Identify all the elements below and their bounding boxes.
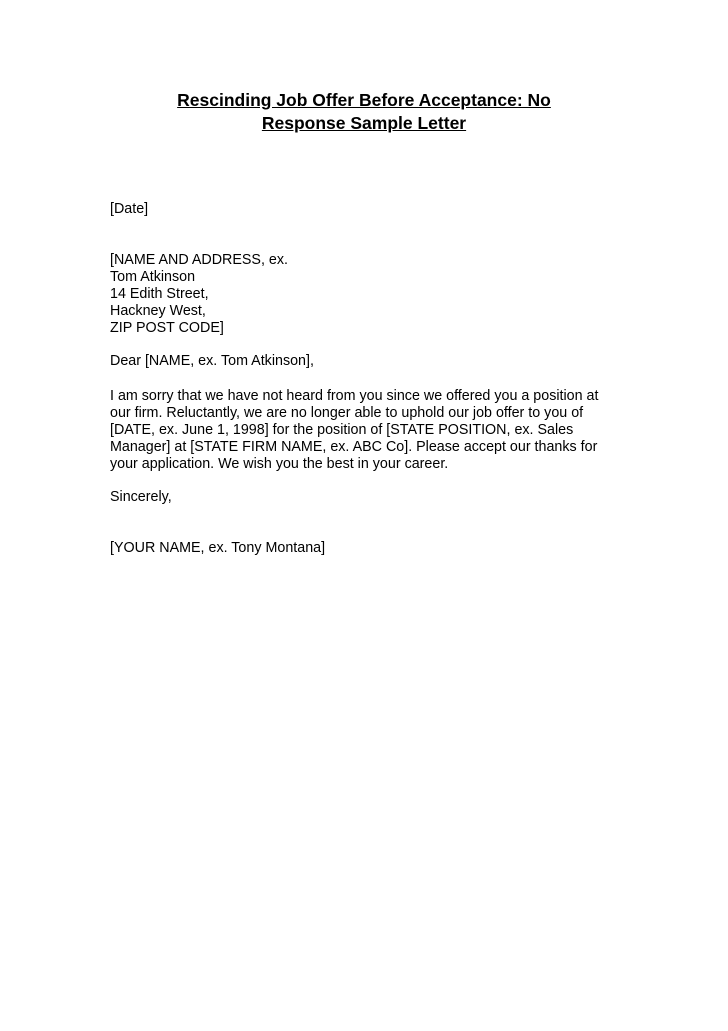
address-line-5: ZIP POST CODE] — [110, 320, 224, 336]
salutation: Dear [NAME, ex. Tom Atkinson], — [110, 353, 314, 369]
letter-body-paragraph — [110, 388, 630, 473]
closing: Sincerely, — [110, 489, 172, 505]
letter-title-line-1: Rescinding Job Offer Before Acceptance: No — [177, 90, 551, 110]
address-line-1: [NAME AND ADDRESS, ex. — [110, 252, 288, 268]
paragraph-line-1: I am sorry that we have not heard from you since we offered you a position at — [110, 388, 599, 404]
paragraph-line-5: your application. We wish you the best in your career. — [110, 456, 449, 472]
letter-date: [Date] — [110, 201, 149, 217]
letter-title-line-2: Response Sample Letter — [261, 113, 467, 133]
address-line-2: Tom Atkinson — [110, 269, 196, 285]
signature-name: [YOUR NAME, ex. Tony Montana] — [110, 540, 326, 556]
recipient-address — [110, 252, 630, 337]
letter-title — [0, 89, 728, 135]
address-line-4: Hackney West, — [110, 303, 206, 319]
paragraph-line-4: Manager] at [STATE FIRM NAME, ex. ABC Co]. Please accept our thanks for — [110, 439, 598, 455]
paragraph-line-3: [DATE, ex. June 1, 1998] for the position of [STATE POSITION, ex. Sales — [110, 422, 574, 438]
address-line-3: 14 Edith Street, — [110, 286, 209, 302]
paragraph-line-2: our firm. Reluctantly, we are no longer able to uphold our job offer to you of — [110, 405, 584, 421]
